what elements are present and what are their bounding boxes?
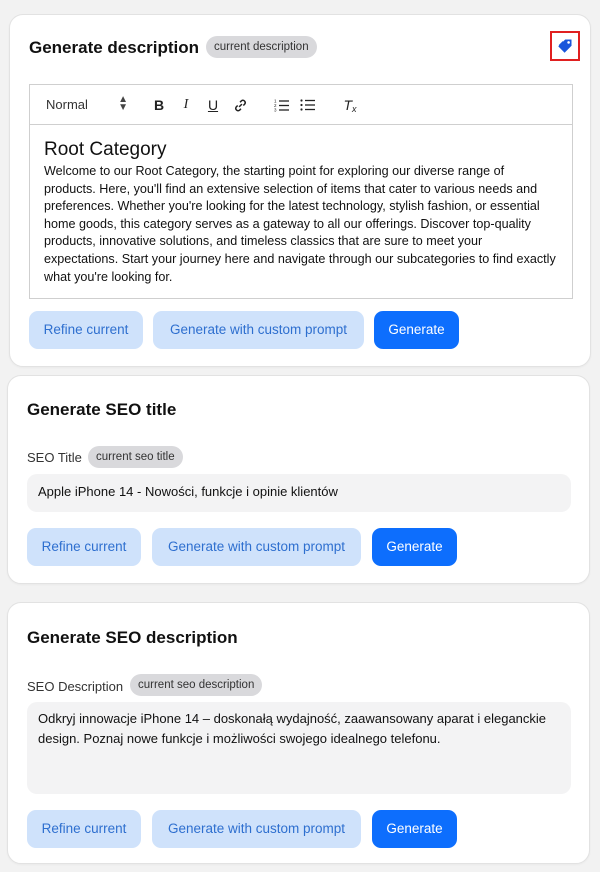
ordered-list-icon[interactable] [272, 95, 292, 115]
generate-button[interactable]: Generate [374, 311, 459, 349]
svg-text:1: 1 [274, 98, 277, 104]
refine-current-button[interactable]: Refine current [27, 528, 141, 566]
current-description-badge: current description [206, 36, 317, 58]
editor-content[interactable] [30, 125, 572, 286]
format-select-value: Normal [46, 97, 88, 112]
editor-toolbar [30, 85, 572, 125]
rich-text-editor[interactable] [29, 84, 573, 299]
bullet-list-icon[interactable] [298, 95, 318, 115]
seo-description-label: SEO Description [27, 679, 124, 694]
generate-button[interactable]: Generate [372, 528, 457, 566]
seo-title-card-title: Generate SEO title [27, 400, 177, 419]
bold-icon[interactable]: B [153, 97, 165, 113]
seo-title-card [7, 375, 590, 584]
refine-current-button[interactable]: Refine current [29, 311, 143, 349]
editor-heading: Root Category [44, 139, 167, 160]
seo-description-textarea[interactable]: Odkryj innowacje iPhone 14 – doskonałą wydajność, zaawansowany aparat i eleganckie design. Poznaj nowe funkcje i możliwości swojego idealnego telefonu. [27, 702, 571, 794]
current-seo-description-badge: current seo description [130, 674, 262, 696]
refine-current-button[interactable]: Refine current [27, 810, 141, 848]
select-arrows-icon: ▲ ▼ [118, 94, 128, 113]
generate-custom-prompt-button[interactable]: Generate with custom prompt [153, 311, 364, 349]
description-card-title: Generate description [29, 38, 200, 57]
seo-title-input[interactable]: Apple iPhone 14 - Nowości, funkcje i opinie klientów [27, 474, 571, 512]
current-seo-title-badge: current seo title [88, 446, 183, 468]
link-icon[interactable] [230, 95, 250, 115]
generate-custom-prompt-button[interactable]: Generate with custom prompt [152, 810, 361, 848]
seo-title-label: SEO Title [27, 450, 82, 465]
generate-custom-prompt-button[interactable]: Generate with custom prompt [152, 528, 361, 566]
tag-button[interactable] [550, 31, 580, 61]
generate-button[interactable]: Generate [372, 810, 457, 848]
svg-text:3: 3 [274, 107, 277, 112]
description-card [9, 14, 591, 367]
format-select[interactable] [46, 94, 128, 113]
svg-text:2: 2 [274, 103, 277, 108]
underline-icon[interactable]: U [207, 97, 219, 113]
seo-description-card-title: Generate SEO description [27, 628, 238, 647]
tag-icon [557, 38, 573, 54]
italic-icon[interactable]: I [183, 97, 189, 112]
seo-description-card [7, 602, 590, 864]
clear-format-icon[interactable]: T x [343, 97, 357, 114]
editor-body: Welcome to our Root Category, the starting point for exploring our diverse range of products. Here, you'll find an extensive selection of items that cater to various needs and preferences. Whether you're looking for the latest technology, stylish fashion, or essential home goods, this category serves as a gateway to all our offerings. Discover top-quality products, innovative solutions, and timeless classics that are sure to meet your expectations. Start your journey here and navigate through our subcategories to find exactly what you're looking for. [44, 164, 556, 284]
